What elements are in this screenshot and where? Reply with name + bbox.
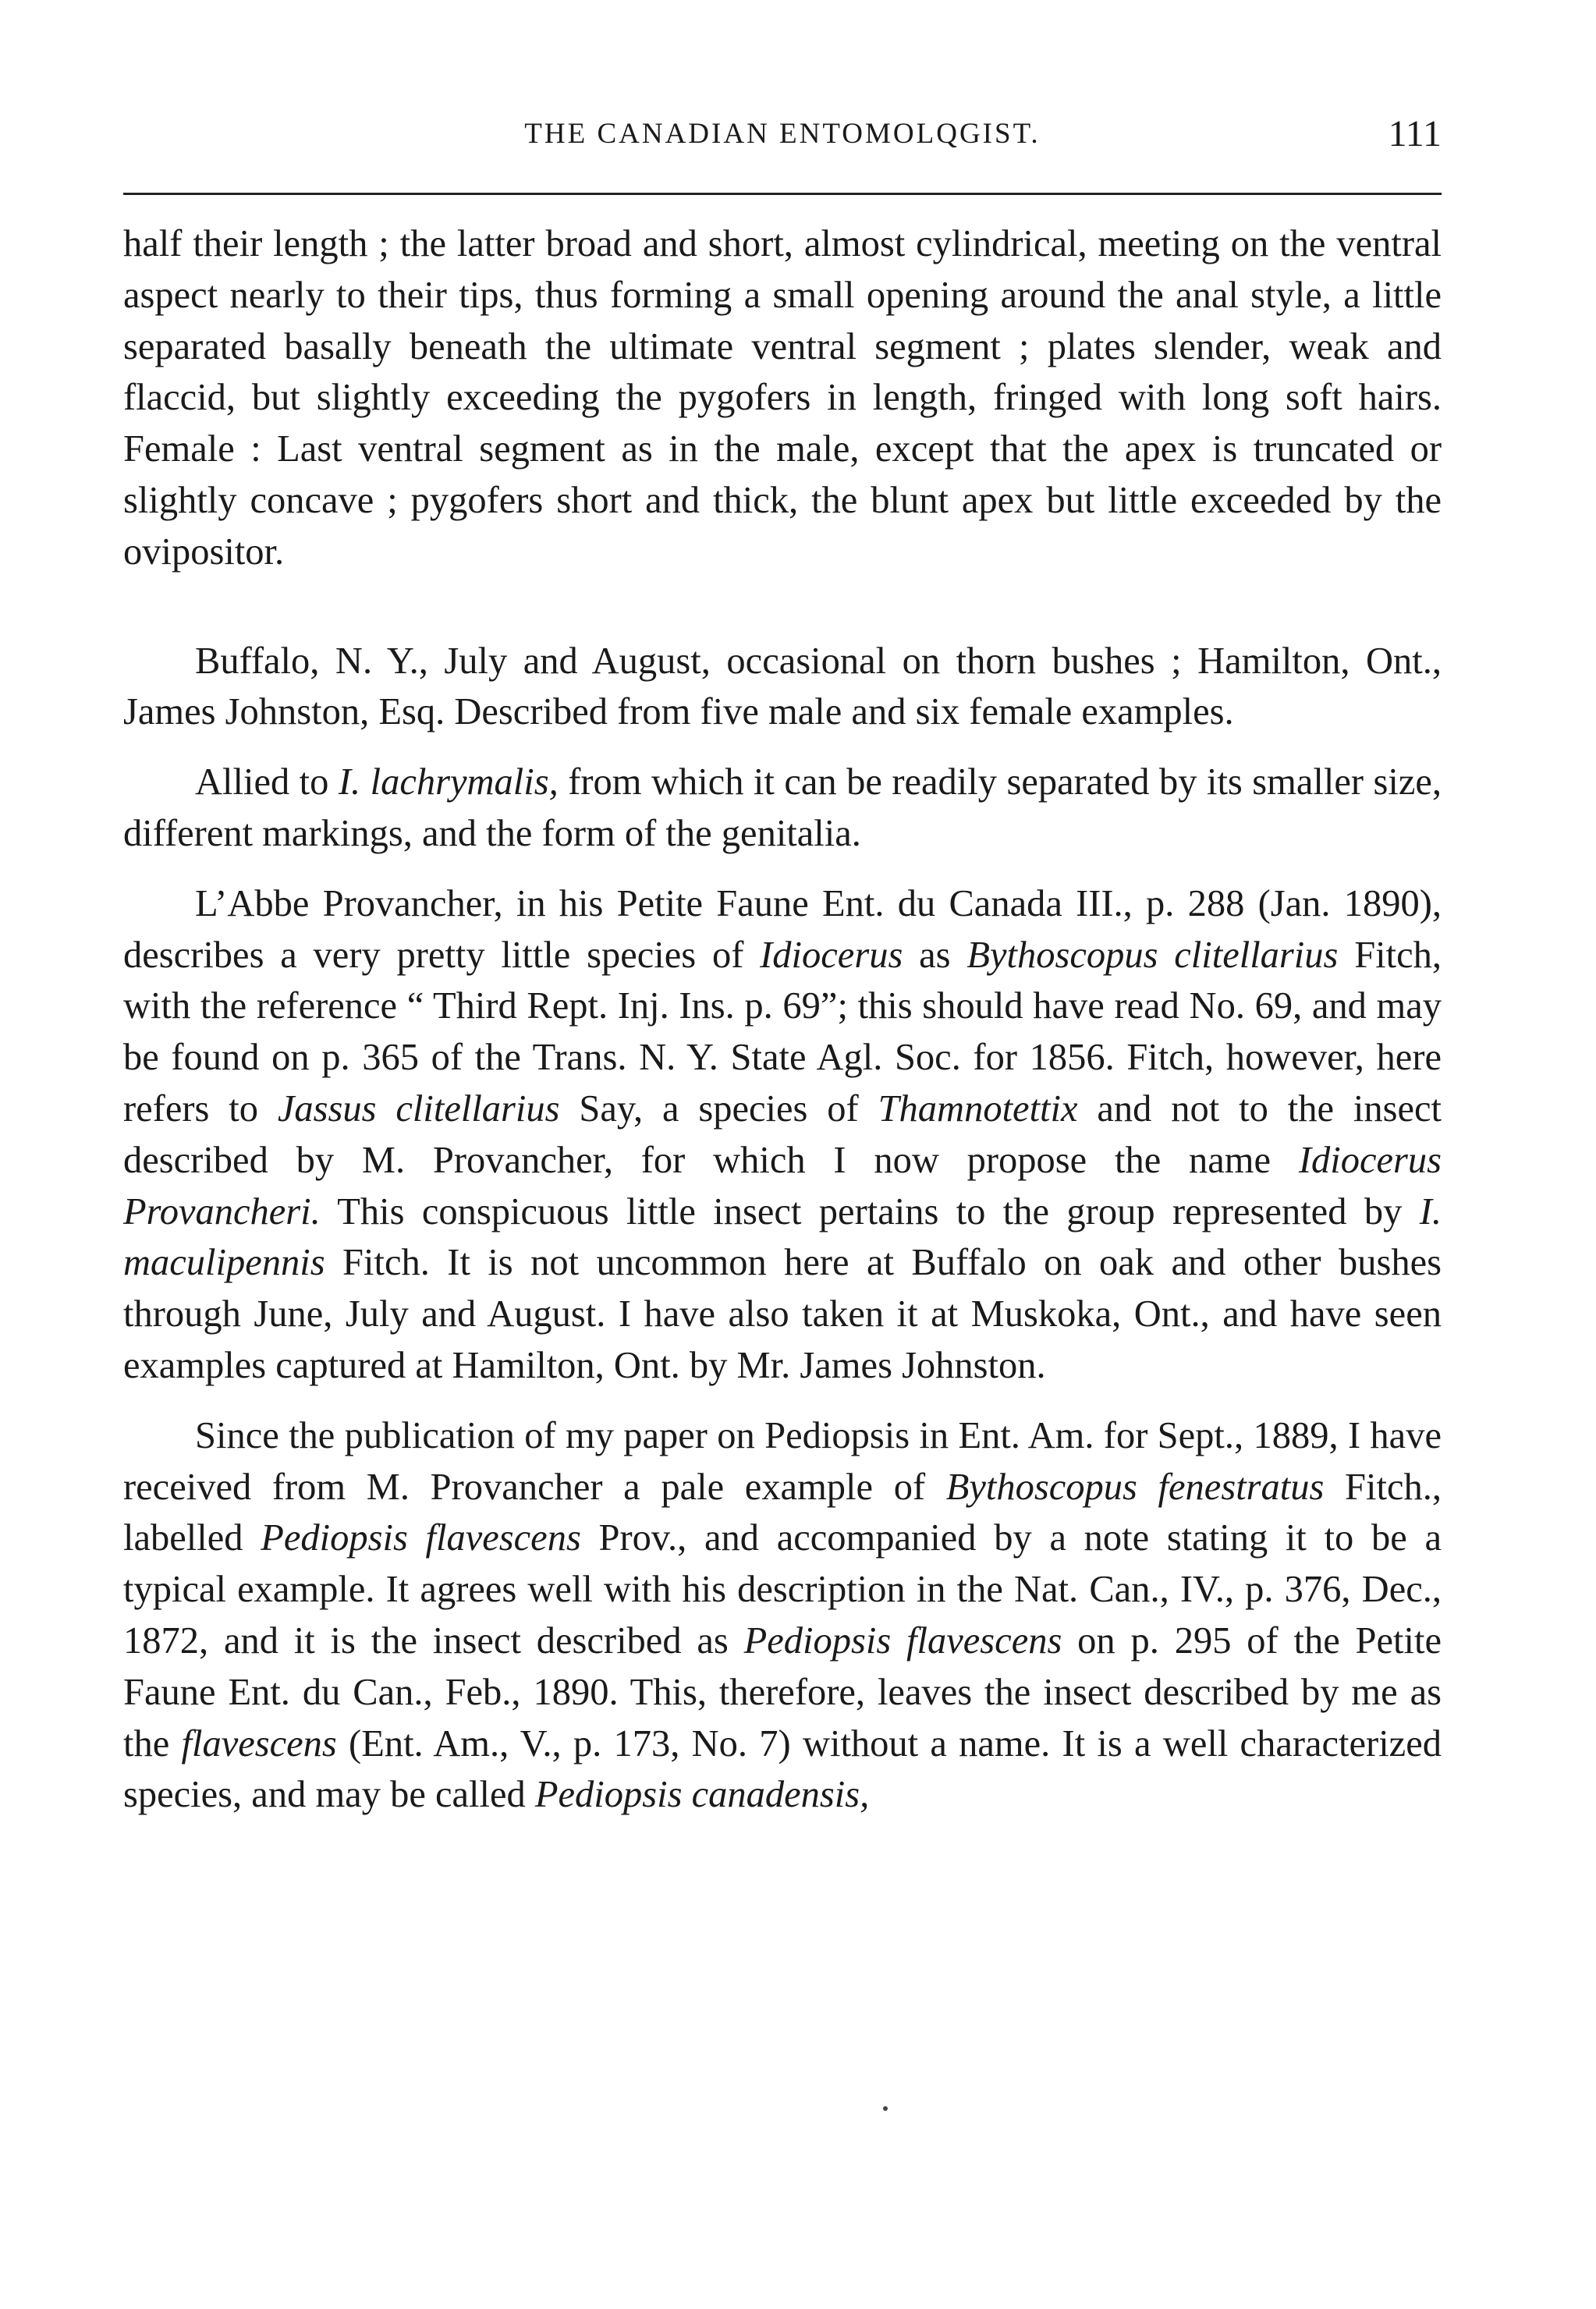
italic-term: flavescens <box>181 1722 337 1765</box>
text-run: and not to the insect described by M. Provancher, for which I now propose the name <box>123 1087 1442 1181</box>
text-run: (Ent. Am., V., p. 173, No. 7) without a name. It is a well characterized species, and may be called <box>123 1722 1442 1816</box>
italic-term: Idiocerus <box>760 934 903 976</box>
running-title: THE CANADIAN ENTOMOLQGIST. <box>524 118 1041 150</box>
paragraph-5 <box>123 1410 1442 1821</box>
text-run: as <box>903 934 967 976</box>
italic-term: Pediopsis flavescens <box>261 1517 581 1559</box>
italic-term: Bythoscopus fenestratus <box>945 1466 1325 1508</box>
paragraph-2 <box>123 636 1442 739</box>
italic-term: Thamnotettix <box>878 1087 1078 1130</box>
text-run: from which it can be readily separated by its smaller size, different markings, and the form of the genitalia. <box>123 761 1442 854</box>
paragraph-4 <box>123 878 1442 1392</box>
text-run: Prov., and accompanied by a note stating it to be a typical example. It agrees well with his description in the Nat. Can., IV., p. 376, Dec., 1872, and it is the insect described as <box>123 1517 1442 1662</box>
header-rule <box>123 193 1442 195</box>
italic-term: Pediopsis flavescens <box>743 1619 1062 1662</box>
text-run: Allied to <box>195 761 339 803</box>
italic-term: Jassus clitellarius <box>277 1087 560 1130</box>
italic-term: Bythoscopus clitellarius <box>966 934 1339 976</box>
italic-term: I. maculipennis <box>123 1190 1442 1284</box>
text-run: Since the publication of my paper on Pediopsis in Ent. Am. for Sept., 1889, I have received from M. Provancher a pale example of <box>123 1414 1442 1508</box>
text-run: Say, a species of <box>559 1087 878 1130</box>
print-speck <box>883 2106 888 2111</box>
text-run: Fitch, with the reference “ Third Rept. Inj. Ins. p. 69”; this should have read No. 69, and may be found on p. 365 of the Trans. N. Y. State Agl. Soc. for 1856. Fitch, however, here refers to <box>123 934 1442 1130</box>
body-text <box>123 218 1442 1839</box>
text-run: on p. 295 of the Petite Faune Ent. du Can., Feb., 1890. This, therefore, leaves the insect described by me as the <box>123 1619 1442 1765</box>
text-run: Fitch. It is not uncommon here at Buffalo on oak and other bushes through June, July and August. I have also taken it at Muskoka, Ont., and have seen examples captured at Hamilton, Ont. by Mr. James Johnston. <box>123 1242 1442 1386</box>
paragraph-1 <box>123 218 1442 578</box>
italic-term: I. lachrymalis, <box>338 761 559 803</box>
text-run: half their length ; the latter broad and short, almost cylindrical, meeting on the ventral aspect nearly to their tips, thus forming a small opening around the anal style, a little separated basally beneath the ultimate ventral segment ; plates slender, weak and flaccid, but slightly exceeding the pygofers in length, fringed with long soft hairs. Female : Last ventral segment as in the male, except that the apex is truncated or slightly concave ; pygofers short and thick, the blunt apex but little exceeded by the ovipositor. <box>123 223 1442 573</box>
page-header <box>123 113 1442 164</box>
text-run: This conspicuous little insect pertains to the group represented by <box>320 1190 1420 1233</box>
paragraph-3 <box>123 757 1442 860</box>
text-run: Buffalo, N. Y., July and August, occasional on thorn bushes ; Hamilton, Ont., James Johnston, Esq. Described from five male and six female examples. <box>123 640 1442 733</box>
italic-term: Pediopsis canadensis, <box>534 1774 870 1816</box>
text-run: Fitch., labelled <box>123 1466 1442 1559</box>
page-number: 111 <box>1388 113 1442 154</box>
italic-term: Idiocerus Provancheri. <box>123 1139 1442 1233</box>
text-run: L’Abbe Provancher, in his Petite Faune Ent. du Canada III., p. 288 (Jan. 1890), describes a very pretty little species of <box>123 882 1442 976</box>
